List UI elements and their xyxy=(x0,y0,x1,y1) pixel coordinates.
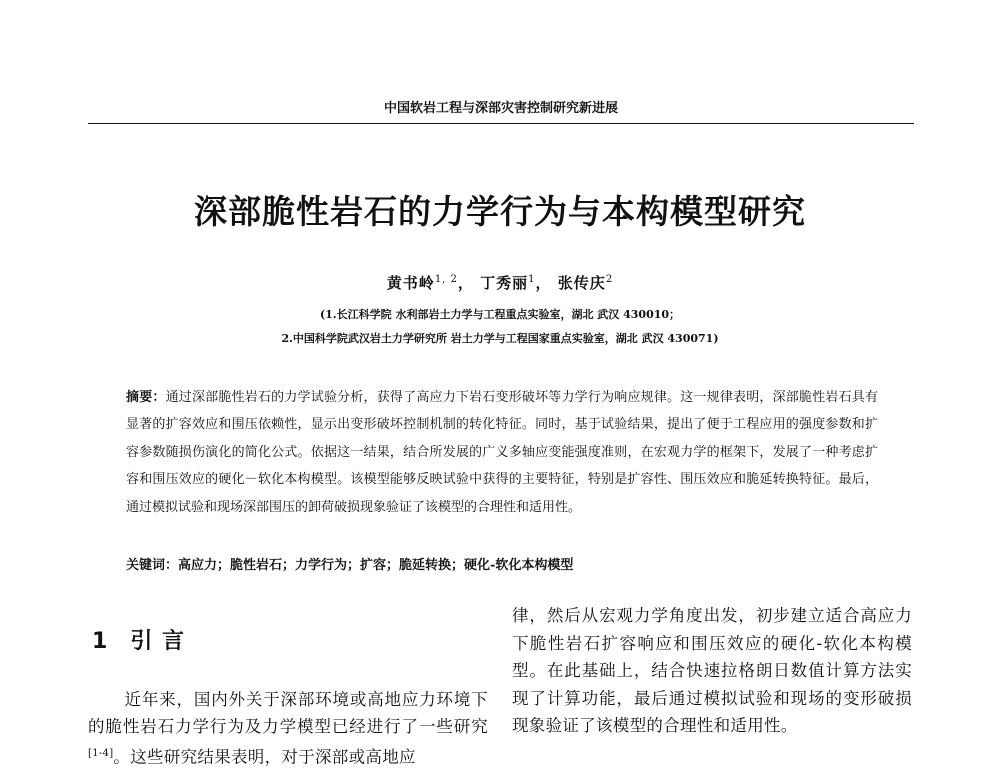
abstract xyxy=(126,384,878,521)
author-separator: ， xyxy=(535,274,552,292)
abstract-label: 摘要： xyxy=(126,390,166,405)
left-column-text xyxy=(88,686,488,771)
right-column-text: 律，然后从宏观力学角度出发，初步建立适合高应力下脆性岩石扩容响应和围压效应的硬化-软化本构模型。在此基础上，结合快速拉格朗日数值计算方法实现了计算功能，最后通过模拟试验和现场的变形破损现象验证了该模型的合理性和适用性。 xyxy=(512,606,912,735)
section-heading xyxy=(92,626,185,658)
author-list xyxy=(0,268,1000,295)
keywords xyxy=(126,554,878,578)
author-affiliation-mark: 2 xyxy=(605,274,614,285)
affiliation-2: 2.中国科学院武汉岩土力学研究所 岩土力学与工程国家重点实验室，湖北 武汉 430071) xyxy=(281,332,719,345)
abstract-text: 通过深部脆性岩石的力学试验分析，获得了高应力下岩石变形破坏等力学行为响应规律。这一规律表明，深部脆性岩石具有显著的扩容效应和围压依赖性，显示出变形破坏控制机制的转化特征。同时，基于试验结果，提出了便于工程应用的强度参数和扩容参数随损伤演化的简化公式。依据这一结果，结合所发展的广义多轴应变能强度准则，在宏观力学的框架下，发展了一种考虑扩容和围压效应的硬化－软化本构模型。该模型能够反映试验中获得的主要特征，特别是扩容性、围压效应和脆延转换特征。最后，通过模拟试验和现场深部围压的卸荷破损现象验证了该模型的合理性和适用性。 xyxy=(126,390,878,515)
paper-title: 深部脆性岩石的力学行为与本构模型研究 xyxy=(194,192,806,231)
keywords-label: 关键词： xyxy=(126,558,179,573)
affiliation-1: (1.长江科学院 水利部岩土力学与工程重点实验室，湖北 武汉 430010； xyxy=(319,308,681,321)
author-name: 丁秀丽 xyxy=(480,274,529,292)
section-number: 1 xyxy=(92,629,109,654)
author-name: 黄书岭 xyxy=(386,274,435,292)
author-affiliation-mark: 1 xyxy=(528,274,536,285)
body-text: 。这些研究结果表明，对于深部或高地应 xyxy=(113,747,416,767)
author-affiliation-mark: 1, 2 xyxy=(434,274,458,285)
author-name: 张传庆 xyxy=(557,274,606,292)
body-text: 近年来，国内外关于深部环境或高地应力环境下的脆性岩石力学行为及力学模型已经进行了一些研究 xyxy=(88,690,488,736)
running-header: 中国软岩工程与深部灾害控制研究新进展 xyxy=(383,101,618,116)
citation-ref: [1-4] xyxy=(88,748,114,759)
author-separator: ， xyxy=(457,274,474,292)
section-title: 引 言 xyxy=(130,629,185,654)
keywords-text: 高应力；脆性岩石；力学行为；扩容；脆延转换；硬化-软化本构模型 xyxy=(178,558,574,573)
header-rule xyxy=(88,123,914,124)
